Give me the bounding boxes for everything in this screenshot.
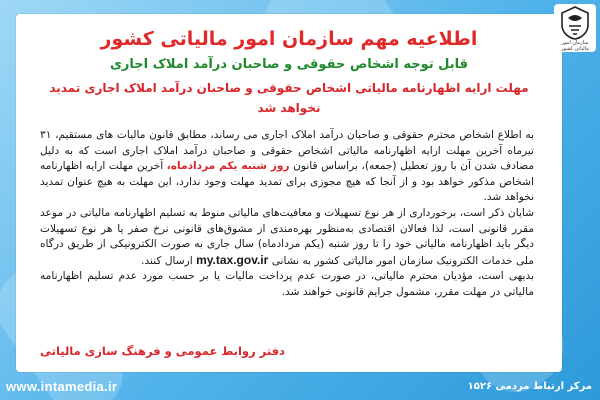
contact-center: مرکز ارتباط مردمی ۱۵۲۶ <box>467 381 592 392</box>
announcement-body <box>34 128 544 301</box>
tax-portal-link[interactable]: my.tax.gov.ir <box>196 252 269 267</box>
paragraph-incentives <box>40 206 534 269</box>
website-url[interactable]: www.intamedia.ir <box>6 379 118 394</box>
paragraph-penalties <box>40 269 534 300</box>
deadline-highlight: روز شنبه یکم مردادماه، <box>166 160 290 173</box>
tax-organization-emblem-icon <box>560 6 590 40</box>
signature: دفتر روابط عمومی و فرهنگ سازی مالیاتی <box>40 344 285 358</box>
announcement-headline: مهلت ارایه اظهارنامه مالیاتی اشخاص حقوقی و صاحبان درآمد املاک اجاری تمدید نخواهد شد <box>49 81 529 115</box>
logo <box>554 4 596 52</box>
announcement-card <box>16 14 562 372</box>
logo-caption: سازمان امور مالیاتی کشور <box>561 40 589 52</box>
paragraph-deadline <box>40 128 534 206</box>
paragraph-text: بدیهی است، مؤدیان محترم مالیاتی، در صورت عدم پرداخت مالیات یا بر حسب مورد عدم تسلیم اظهارنامه مالیاتی در مهلت مقرر، مشمول جرایم قانونی خواهند شد. <box>40 270 534 298</box>
paragraph-text: شایان ذکر است، برخورداری از هر نوع تسهیلات و معافیت‌های مالیاتی منوط به تسلیم اظهارنامه مالیاتی در موعد مقرر قانونی است، لذا فعالان اقتصادی به‌منظور بهره‌مندی از مشوق‌های قانونی نرخ صفر یا هر نوع تسهیلات دیگر باید اظهارنامه مالیاتی خود را تا روز شنبه (یکم مردادماه) سال جاری به صورت الکترونیکی از طریق درگاه ملی خدمات الکترونیک سازمان امور مالیاتی کشور به نشانی <box>40 206 534 267</box>
paragraph-text: به اطلاع اشخاص محترم حقوقی و صاحبان درآمد املاک اجاری می رساند، مطابق قانون مالیات های مستقیم، ۳۱ تیرماه آخرین مهلت ارایه اظهارنامه مالیاتی اشخاص حقوقی و صاحبان درآمد املاک اجاری است که به دلیل مصادف شدن آن با روز تعطیل (جمعه)، براساس قانون <box>40 129 534 173</box>
paragraph-text: ارسال کنند. <box>141 254 193 267</box>
paragraph-text: آخرین مهلت ارایه اظهارنامه اشخاص مذکور خواهد بود و از آنجا که هیچ مجوزی برای تمدید مهلت وجود ندارد، این مهلت به هیچ عنوان تمدید نخواهد شد. <box>40 160 534 204</box>
announcement-subtitle: قابل توجه اشخاص حقوقی و صاحبان درآمد املاک اجاری <box>109 57 469 72</box>
announcement-title: اطلاعیه مهم سازمان امور مالیاتی کشور <box>100 28 478 50</box>
